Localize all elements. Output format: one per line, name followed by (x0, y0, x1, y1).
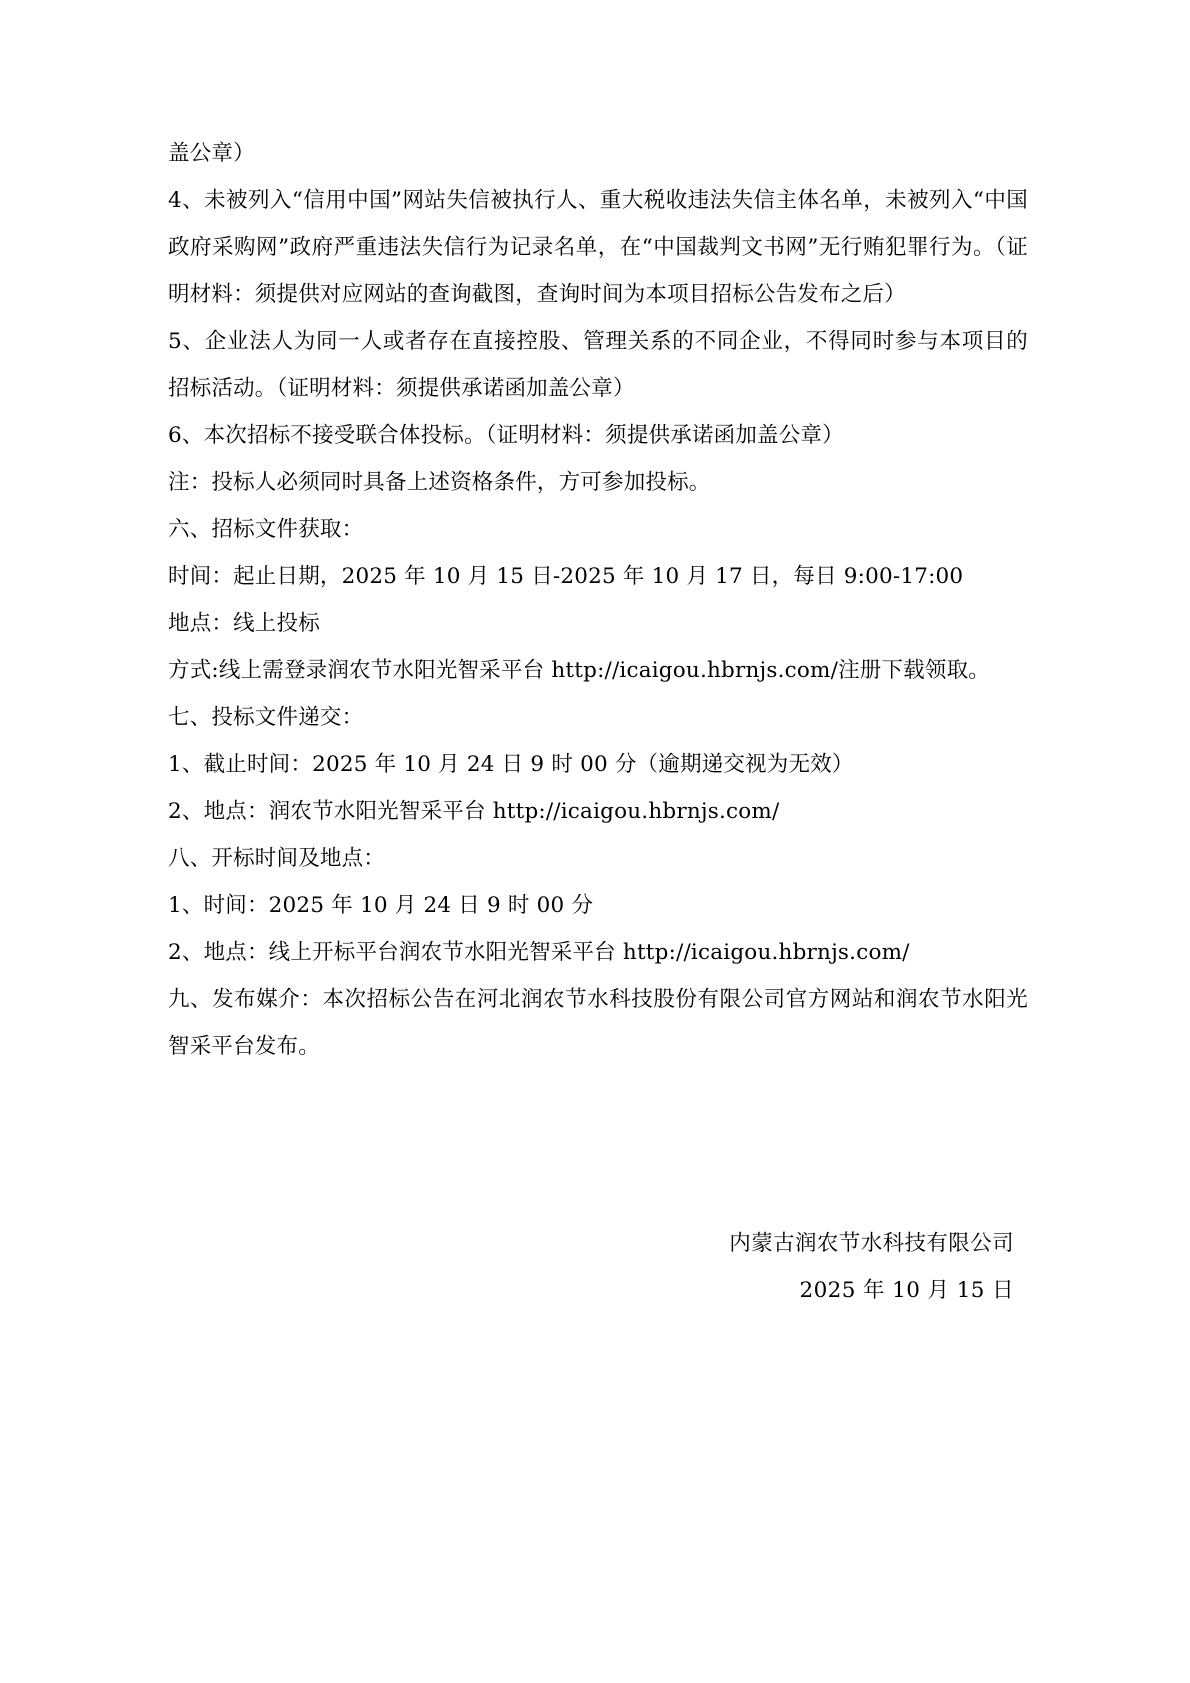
paragraph-deadline: 1、截止时间：2025 年 10 月 24 日 9 时 00 分（逾期递交视为无效） (168, 752, 854, 777)
paragraph-bid-opening-time: 1、时间：2025 年 10 月 24 日 9 时 00 分 (168, 893, 594, 918)
paragraph-bid-opening-location: 2、地点：线上开标平台润农节水阳光智采平台 http://icaigou.hbrnjs.com/ (168, 940, 910, 965)
paragraph-time: 时间：起止日期，2025 年 10 月 15 日-2025 年 10 月 17 日，每日 9:00-17:00 (168, 564, 964, 589)
paragraph-item-4: 4、未被列入“信用中国”网站失信被执行人、重大税收违法失信主体名单，未被列入“中国政府采购网”政府严重违法失信行为记录名单，在“中国裁判文书网”无行贿犯罪行为。（证明材料：须提供对应网站的查询截图，查询时间为本项目招标公告发布之后） (168, 188, 1028, 307)
paragraph-continuation: 盖公章） (168, 141, 255, 166)
signature-company: 内蒙古润农节水科技有限公司 (729, 1231, 1014, 1256)
paragraph-item-6: 6、本次招标不接受联合体投标。（证明材料：须提供承诺函加盖公章） (168, 423, 844, 448)
section-heading-seven: 七、投标文件递交： (168, 705, 364, 730)
paragraph-method: 方式:线上需登录润农节水阳光智采平台 http://icaigou.hbrnjs.com/注册下载领取。 (168, 658, 990, 683)
document-body (168, 130, 1028, 1314)
paragraph-location: 地点：线上投标 (168, 611, 320, 636)
section-heading-eight: 八、开标时间及地点： (168, 846, 386, 871)
signature-date: 2025 年 10 月 15 日 (799, 1278, 1014, 1303)
tail-spacer (168, 1070, 1028, 1220)
paragraph-item-5: 5、企业法人为同一人或者存在直接控股、管理关系的不同企业，不得同时参与本项目的招标活动。（证明材料：须提供承诺函加盖公章） (168, 329, 1028, 401)
paragraph-note: 注：投标人必须同时具备上述资格条件，方可参加投标。 (168, 470, 711, 495)
paragraph-submission-location: 2、地点：润农节水阳光智采平台 http://icaigou.hbrnjs.com/ (168, 799, 780, 824)
section-heading-nine: 九、发布媒介：本次招标公告在河北润农节水科技股份有限公司官方网站和润农节水阳光智采平台发布。 (168, 987, 1028, 1059)
section-heading-six: 六、招标文件获取： (168, 517, 364, 542)
signature-block (168, 1220, 1028, 1314)
